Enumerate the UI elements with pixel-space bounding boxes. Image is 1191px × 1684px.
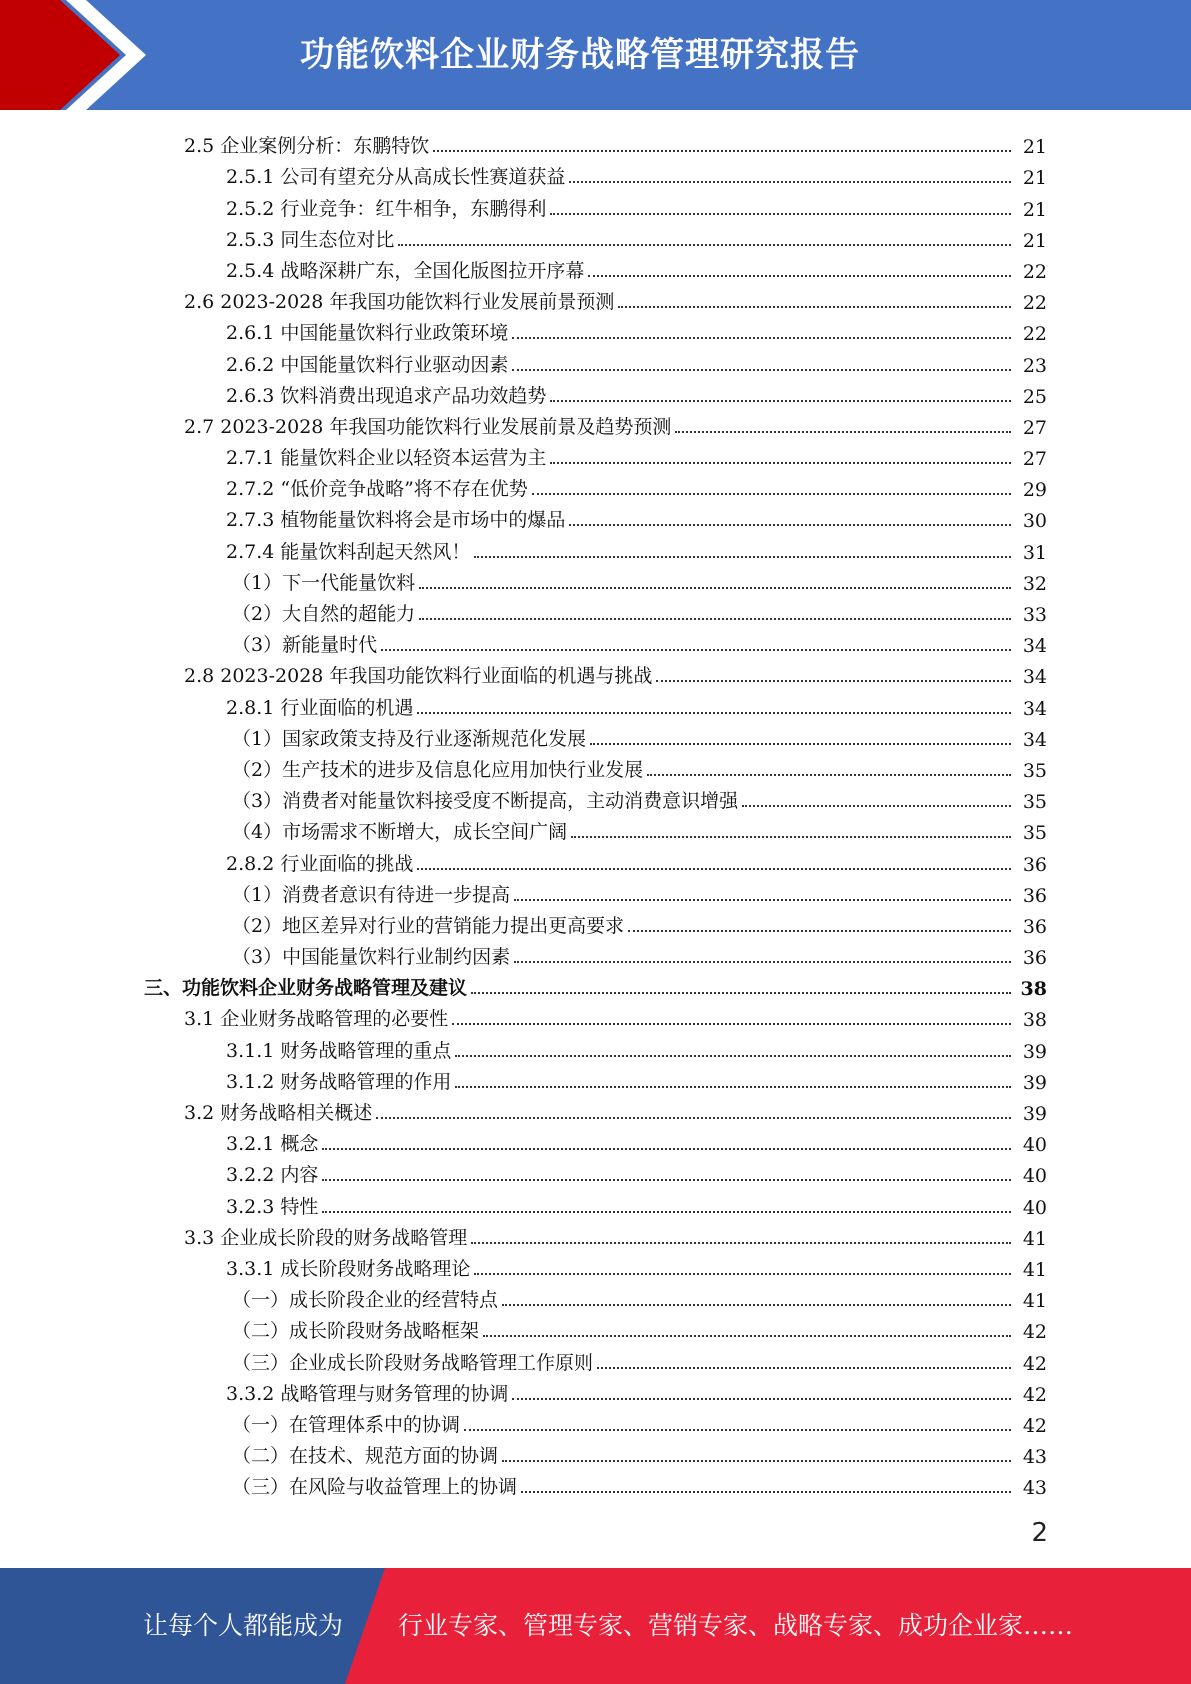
toc-leader-dots [452,1022,1011,1025]
toc-entry[interactable] [0,813,1191,844]
toc-leader-dots [417,867,1011,870]
toc-entry-label: 2.5.2 行业竞争：红牛相争，东鹏得利 [226,197,547,220]
toc-entry[interactable] [0,844,1191,875]
toc-entry-label: 2.6.3 饮料消费出现追求产品功效趋势 [226,384,547,407]
toc-entry[interactable] [0,564,1191,595]
toc-entry-label: 3.1 企业财务战略管理的必要性 [184,1008,449,1031]
toc-leader-dots [483,1334,1011,1337]
toc-entry-page: 22 [1022,260,1047,283]
table-of-contents [0,127,1191,1499]
toc-entry-page: 30 [1022,510,1047,533]
toc-entry-page: 42 [1022,1383,1047,1406]
toc-entry-page: 39 [1022,1071,1047,1094]
toc-leader-dots [464,1428,1011,1431]
toc-entry[interactable] [0,1219,1191,1250]
toc-leader-dots [474,1272,1011,1275]
toc-leader-dots [502,1303,1011,1306]
toc-entry-label: 3.2 财务战略相关概述 [184,1102,373,1124]
toc-leader-dots [322,1178,1011,1181]
toc-entry-page: 40 [1022,1196,1047,1219]
toc-entry[interactable] [0,1031,1191,1062]
toc-entry-page: 29 [1022,479,1047,502]
toc-entry-label: 2.5.4 战略深耕广东，全国化版图拉开序幕 [226,259,585,282]
toc-entry[interactable] [0,439,1191,470]
document-title: 功能饮料企业财务战略管理研究报告 [300,35,860,75]
toc-entry-page: 34 [1022,666,1047,689]
toc-entry-page: 22 [1022,292,1047,315]
toc-entry[interactable] [0,876,1191,907]
toc-entry-label: 2.7.4 能量饮料刮起天然风！ [226,540,471,563]
toc-entry-label: 3.3.1 成长阶段财务战略理论 [226,1257,471,1280]
toc-entry[interactable] [0,283,1191,314]
toc-leader-dots [455,1054,1011,1057]
toc-leader-dots [569,180,1011,183]
toc-leader-dots [550,461,1011,464]
toc-entry[interactable] [0,626,1191,657]
toc-entry[interactable] [0,501,1191,532]
toc-entry-page: 21 [1022,198,1047,221]
page-header [0,0,1191,110]
toc-entry-page: 38 [1020,978,1047,1001]
toc-entry[interactable] [0,1343,1191,1374]
toc-entry-page: 40 [1022,1134,1047,1157]
toc-entry-label: 2.7 2023-2028 年我国功能饮料行业发展前景及趋势预测 [184,415,672,438]
toc-entry[interactable] [0,782,1191,813]
toc-entry-page: 36 [1022,947,1047,970]
toc-entry[interactable] [0,1312,1191,1343]
toc-leader-dots [656,679,1011,682]
toc-entry-page: 21 [1022,229,1047,252]
toc-entry-page: 42 [1022,1414,1047,1437]
toc-entry-page: 21 [1022,136,1047,159]
toc-leader-dots [381,648,1011,651]
toc-entry-label: 2.6.2 中国能量饮料行业驱动因素 [226,353,509,376]
toc-entry[interactable] [0,470,1191,501]
toc-leader-dots [588,274,1011,277]
toc-entry-page: 36 [1022,884,1047,907]
toc-entry[interactable] [0,314,1191,345]
toc-entry[interactable] [0,1281,1191,1312]
toc-entry-label: 2.8.1 行业面临的机遇 [226,696,414,719]
toc-leader-dots [471,991,1011,994]
toc-entry[interactable] [0,252,1191,283]
toc-entry[interactable] [0,377,1191,408]
toc-entry-label: 2.6 2023-2028 年我国功能饮料行业发展前景预测 [184,291,615,314]
toc-entry[interactable] [0,1000,1191,1031]
toc-entry-label: 3.1.2 财务战略管理的作用 [226,1070,452,1093]
toc-leader-dots [512,1397,1011,1400]
toc-entry-label: 2.5.1 公司有望充分从高成长性赛道获益 [226,166,566,189]
toc-entry-label: （3）新能量时代 [232,634,378,657]
toc-entry-label: 3.3.2 战略管理与财务管理的协调 [226,1382,509,1405]
toc-entry-page: 21 [1022,167,1047,190]
toc-entry[interactable] [0,1187,1191,1218]
toc-entry-page: 42 [1022,1352,1047,1375]
toc-leader-dots [322,1210,1011,1213]
toc-entry[interactable] [0,938,1191,969]
toc-leader-dots [569,523,1011,526]
toc-entry[interactable] [0,657,1191,688]
toc-entry[interactable] [0,595,1191,626]
toc-leader-dots [597,1366,1011,1369]
toc-entry-page: 34 [1022,728,1047,751]
page-number: 2 [1031,1518,1048,1548]
toc-entry-page: 27 [1022,448,1047,471]
toc-entry[interactable] [0,158,1191,189]
toc-entry-label: （1）国家政策支持及行业逐渐规范化发展 [232,727,587,750]
toc-leader-dots [514,898,1011,901]
toc-leader-dots [521,1490,1011,1493]
toc-entry-page: 22 [1022,323,1047,346]
toc-entry[interactable] [0,408,1191,439]
toc-entry-label: （三）企业成长阶段财务战略管理工作原则 [232,1351,594,1374]
toc-entry-label: 2.7.2 “低价竞争战略”将不存在优势 [226,478,528,501]
toc-entry[interactable] [0,751,1191,782]
toc-entry-page: 43 [1022,1477,1047,1500]
toc-entry-page: 35 [1022,791,1047,814]
toc-entry-page: 25 [1022,385,1047,408]
toc-entry-label: 2.8 2023-2028 年我国功能饮料行业面临的机遇与挑战 [184,665,653,688]
toc-entry-label: （二）在技术、规范方面的协调 [232,1445,499,1468]
toc-leader-dots [398,243,1011,246]
toc-entry-label: （1）下一代能量饮料 [232,571,416,594]
toc-entry-page: 41 [1022,1290,1047,1313]
toc-leader-dots [419,617,1011,620]
toc-entry-page: 38 [1022,1009,1047,1032]
toc-entry-label: （一）成长阶段企业的经营特点 [232,1289,499,1312]
toc-entry-page: 39 [1022,1040,1047,1063]
toc-leader-dots [322,1147,1011,1150]
toc-entry[interactable] [0,127,1191,158]
toc-entry-page: 42 [1022,1321,1047,1344]
toc-entry-label: 2.5 企业案例分析：东鹏特饮 [184,135,430,158]
toc-entry[interactable] [0,189,1191,220]
toc-entry[interactable] [0,1437,1191,1468]
toc-entry[interactable] [0,969,1191,1000]
footer-slogan-left: 让每个人都能成为 [143,1611,344,1640]
toc-leader-dots [512,368,1011,371]
toc-entry-label: 3.1.1 财务战略管理的重点 [226,1039,452,1062]
toc-entry-page: 40 [1022,1165,1047,1188]
toc-entry-page: 23 [1022,354,1047,377]
toc-entry[interactable] [0,1125,1191,1156]
toc-leader-dots [417,711,1011,714]
toc-entry-label: 2.7.1 能量饮料企业以轻资本运营为主 [226,447,547,470]
toc-entry[interactable] [0,1468,1191,1499]
toc-entry-label: 三、功能饮料企业财务战略管理及建议 [144,977,468,1000]
page-footer [0,1568,1191,1684]
toc-entry-page: 33 [1022,604,1047,626]
toc-leader-dots [433,149,1011,152]
toc-entry[interactable] [0,532,1191,563]
toc-entry[interactable] [0,1156,1191,1187]
toc-entry-label: 2.6.1 中国能量饮料行业政策环境 [226,322,509,345]
toc-entry[interactable] [0,345,1191,376]
toc-entry-label: （3）消费者对能量饮料接受度不断提高，主动消费意识增强 [232,790,739,813]
toc-entry-page: 36 [1022,853,1047,876]
toc-leader-dots [474,555,1011,558]
toc-leader-dots [550,212,1011,215]
toc-entry-label: （三）在风险与收益管理上的协调 [232,1476,518,1499]
toc-leader-dots [675,430,1011,433]
toc-entry-label: 2.5.3 同生态位对比 [226,228,395,251]
toc-entry[interactable] [0,221,1191,252]
toc-leader-dots [647,773,1011,776]
toc-leader-dots [742,804,1011,807]
toc-entry-page: 41 [1022,1227,1047,1250]
toc-entry-label: （2）大自然的超能力 [232,603,416,625]
toc-leader-dots [628,929,1011,932]
toc-leader-dots [419,586,1011,589]
toc-leader-dots [471,1241,1011,1244]
toc-leader-dots [590,742,1011,745]
toc-entry-label: 2.8.2 行业面临的挑战 [226,852,414,875]
toc-entry-page: 41 [1022,1258,1047,1281]
toc-entry[interactable] [0,720,1191,751]
toc-leader-dots [618,305,1011,308]
toc-entry-page: 32 [1022,572,1047,595]
toc-entry-label: 3.2.1 概念 [226,1133,319,1156]
toc-entry-page: 34 [1022,635,1047,658]
toc-entry-page: 39 [1022,1103,1047,1125]
footer-slogan-right: 行业专家、管理专家、营销专家、战略专家、成功企业家…… [398,1611,1074,1640]
toc-entry-label: 3.3 企业成长阶段的财务战略管理 [184,1226,468,1249]
toc-entry-label: （一）在管理体系中的协调 [232,1413,461,1436]
toc-leader-dots [571,835,1011,838]
toc-entry-label: （1）消费者意识有待进一步提高 [232,883,511,906]
toc-entry-label: （2）生产技术的进步及信息化应用加快行业发展 [232,758,644,781]
toc-entry-label: （3）中国能量饮料行业制约因素 [232,946,511,969]
toc-entry[interactable] [0,907,1191,938]
toc-entry[interactable] [0,688,1191,719]
toc-leader-dots [512,336,1011,339]
toc-entry-label: 3.2.2 内容 [226,1164,319,1187]
toc-entry-page: 35 [1022,759,1047,782]
toc-entry[interactable] [0,1406,1191,1437]
toc-entry-label: （2）地区差异对行业的营销能力提出更高要求 [232,914,625,937]
toc-entry[interactable] [0,1094,1191,1125]
toc-entry-page: 36 [1022,915,1047,938]
toc-leader-dots [532,492,1011,495]
toc-entry-page: 31 [1022,541,1047,564]
toc-entry[interactable] [0,1063,1191,1094]
toc-entry-label: （二）成长阶段财务战略框架 [232,1320,480,1343]
toc-leader-dots [376,1116,1011,1119]
toc-leader-dots [514,960,1011,963]
toc-entry-label: 2.7.3 植物能量饮料将会是市场中的爆品 [226,509,566,532]
toc-entry-page: 27 [1022,416,1047,439]
toc-entry[interactable] [0,1250,1191,1281]
toc-entry[interactable] [0,1375,1191,1406]
toc-entry-label: 3.2.3 特性 [226,1195,319,1218]
toc-entry-page: 43 [1022,1446,1047,1469]
toc-entry-page: 34 [1022,697,1047,720]
toc-entry-label: （4）市场需求不断增大，成长空间广阔 [232,821,568,844]
toc-leader-dots [455,1085,1011,1088]
toc-entry-page: 35 [1022,822,1047,845]
toc-leader-dots [502,1459,1011,1462]
toc-leader-dots [550,399,1011,402]
